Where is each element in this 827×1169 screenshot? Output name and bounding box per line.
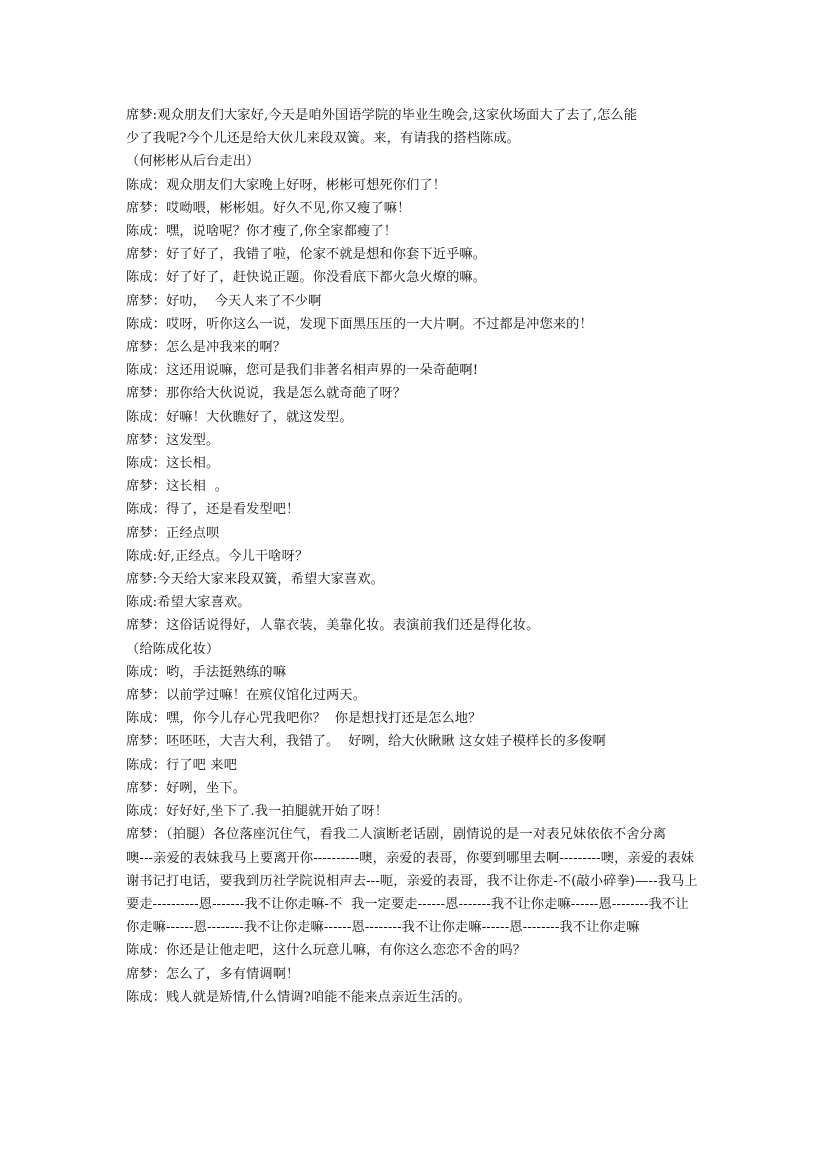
- script-line: 陈成：嘿，你今儿存心咒我吧你？ 你是想找打还是怎么地？: [126, 711, 482, 727]
- script-line: 陈成:希望大家喜欢。: [126, 595, 251, 611]
- skit-paragraph: 席梦：（拍腿）各位落座沉住气，看我二人演断老话剧，剧情说的是一对表兄妹依依不舍分离 噢---亲爱的表妹我马上要离开你----------噢，亲爱的表哥，你要到哪里去啊---------噢，亲爱的表妹谢书记打电话，要我到历社学院说相声去---呃，亲爱的表哥，我不让你走-不(敲小碎拳)—--我马上要走----------恩-------我不让你走嘛-不 我一定要走------恩-------我不让你走嘛------恩--------我不让你走嘛------恩--------我不让你走嘛------恩--------我不让你走嘛------恩--------我不让你走嘛: [126, 827, 749, 936]
- script-line: 席梦：好叻， 今天人来了不少啊: [126, 293, 322, 309]
- script-line: 陈成：你还是让他走吧，这什么玩意儿嘛，有你这么恋恋不舍的吗？: [126, 943, 527, 959]
- script-line: 席梦:今天给大家来段双簧，希望大家喜欢。: [126, 572, 385, 588]
- script-line: 陈成：好好好,坐下了.我一拍腿就开始了呀！: [126, 804, 389, 820]
- script-line: 席梦：哎呦喂，彬彬姐。好久不见,你又瘦了嘛！: [126, 200, 411, 216]
- script-line: 席梦:观众朋友们大家好,今天是咱外国语学院的毕业生晚会,这家伙场面大了去了,怎么能: [126, 108, 638, 123]
- script-line: 席梦：以前学过嘛！在殡仪馆化过两天。: [126, 688, 367, 704]
- script-line: 陈成：好了好了，赶快说正题。你没看底下都火急火燎的嘛。: [126, 270, 487, 286]
- stage-direction: （给陈成化妆）: [126, 641, 220, 657]
- script-line: 席梦：怎么了，多有情调啊！: [126, 966, 300, 982]
- script-line: 陈成：嘿，说啥呢？你才瘦了,你全家都瘦了！: [126, 224, 398, 240]
- script-line: 陈成：哎呀，听你这么一说，发现下面黑压压的一大片啊。不过都是冲您来的！: [126, 316, 593, 332]
- script-line: 陈成：观众朋友们大家晚上好呀，彬彬可想死你们了！: [126, 177, 447, 193]
- stage-direction: （何彬彬从后台走出）: [126, 154, 260, 170]
- script-line: 陈成:好,正经点。今儿干啥呀？: [126, 548, 309, 564]
- script-line: 席梦：呸呸呸，大吉大利，我错了。 好咧，给大伙瞅瞅 这女娃子模样长的多俊啊: [126, 734, 606, 750]
- script-line: 少了我呢?今个儿还是给大伙儿来段双簧。来，有请我的搭档陈成。: [126, 131, 521, 147]
- script-line: 席梦：那你给大伙说说，我是怎么就奇葩了呀？: [126, 386, 407, 402]
- script-text: [126, 104, 749, 1009]
- script-line: 席梦：这长相 。: [126, 479, 229, 495]
- script-line: 陈成：得了，还是看发型吧！: [126, 502, 300, 518]
- script-line: 席梦：这发型。: [126, 432, 220, 448]
- script-line: 陈成：这长相。: [126, 456, 220, 472]
- script-line: 席梦：这俗话说得好，人靠衣装，美靠化妆。表演前我们还是得化妆。: [126, 618, 540, 634]
- script-line: 陈成：哟，手法挺熟练的嘛: [126, 664, 287, 680]
- script-line: 席梦：好了好了，我错了啦，伦家不就是想和你套下近乎嘛。: [126, 247, 487, 263]
- script-line: 席梦：正经点呗: [126, 525, 220, 541]
- script-line: 席梦：好咧，坐下。: [126, 780, 247, 796]
- script-line: 陈成：行了吧 来吧: [126, 757, 238, 773]
- script-line: 席梦：怎么是冲我来的啊？: [126, 340, 287, 356]
- script-line: 陈成：贱人就是矫情,什么情调?咱能不能来点亲近生活的。: [126, 989, 471, 1005]
- script-line: 陈成：这还用说嘛，您可是我们非著名相声界的一朵奇葩啊!: [126, 363, 479, 379]
- script-line: 陈成：好嘛！大伙瞧好了，就这发型。: [126, 409, 353, 425]
